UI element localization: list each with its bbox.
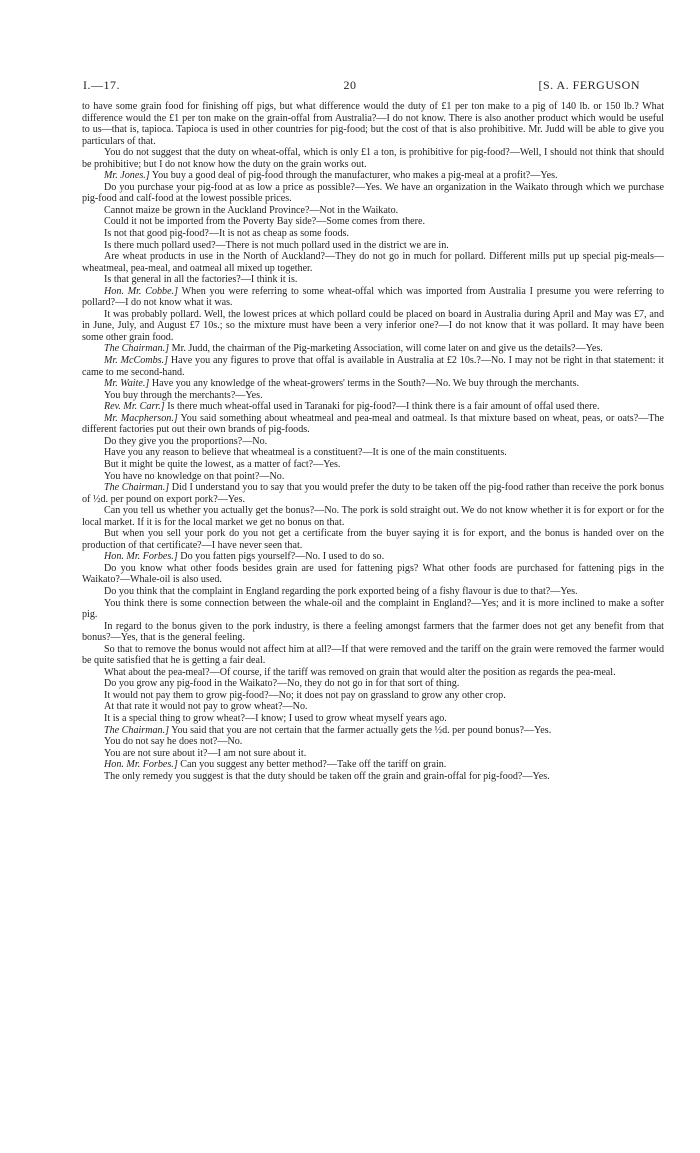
testimony-paragraph — [82, 390, 664, 402]
testimony-paragraph — [82, 401, 664, 413]
testimony-paragraph — [82, 216, 664, 228]
paragraph-text: Could it not be imported from the Poverty Bay side?—Some comes from there. — [104, 216, 425, 228]
paragraph-text: It is a special thing to grow wheat?—I know; I used to grow wheat myself years ago. — [104, 712, 447, 724]
speaker-label: Mr. Jones.] — [104, 170, 150, 182]
testimony-paragraph — [82, 736, 664, 748]
paragraph-text: Have you any figures to prove that offal is available in Australia at £2 10s.?—No. I may not be right in that statement: it came to me second-hand. — [82, 355, 664, 378]
testimony-paragraph — [82, 551, 664, 563]
paragraph-text: Do you purchase your pig-food at as low a price as possible?—Yes. We have an organization in the Waikato through which we purchase pig-food and calf-food at the lowest possible prices. — [82, 181, 664, 205]
paragraph-text: It would not pay them to grow pig-food?—No; it does not pay on grassland to grow any other crop. — [104, 689, 506, 701]
testimony-paragraph — [82, 436, 664, 448]
paragraph-text: But it might be quite the lowest, as a matter of fact?—Yes. — [104, 458, 341, 470]
testimony-paragraph — [82, 598, 664, 621]
speaker-label: Hon. Mr. Cobbe.] — [104, 285, 179, 297]
speaker-label: Hon. Mr. Forbes.] — [104, 551, 178, 563]
paragraph-text: Do they give you the proportions?—No. — [104, 435, 268, 447]
testimony-paragraph — [82, 771, 664, 783]
speaker-label: Hon. Mr. Forbes.] — [104, 759, 178, 771]
testimony-paragraph — [82, 667, 664, 679]
paragraph-text: Do you think that the complaint in England regarding the pork exported being of a fishy flavour is due to that?—Yes. — [104, 585, 578, 597]
testimony-paragraph — [82, 471, 664, 483]
testimony-paragraph — [82, 274, 664, 286]
paragraph-text: But when you sell your pork do you not get a certificate from the buyer saying it is for export, and the bonus is handed over on the production of that certificate?—I have never seen that. — [82, 528, 664, 551]
paragraph-text: The only remedy you suggest is that the duty should be taken off the grain and grain-offal for pig-food?—Yes. — [104, 770, 550, 782]
paragraph-text: Have you any knowledge of the wheat-growers' terms in the South?—No. We buy through the merchants. — [151, 378, 580, 390]
testimony-paragraph — [82, 678, 664, 690]
testimony-paragraph — [82, 563, 664, 586]
testimony-paragraph — [82, 713, 664, 725]
paragraph-text: Do you grow any pig-food in the Waikato?—No, they do not go in for that sort of thing. — [104, 678, 460, 690]
paragraph-text: Do you fatten pigs yourself?—No. I used to do so. — [180, 551, 385, 563]
testimony-paragraph — [82, 748, 664, 760]
testimony-paragraph — [82, 343, 664, 355]
speaker-label: The Chairman.] — [104, 482, 170, 494]
paragraph-text: What about the pea-meal?—Of course, if the tariff was removed on grain that would alter the position as regards the pea-meal. — [104, 666, 616, 678]
speaker-label: Rev. Mr. Carr.] — [104, 401, 165, 413]
paragraph-text: You think there is some connection between the whale-oil and the complaint in England?—Yes; and it is more inclined to make a softer pig. — [82, 597, 664, 621]
testimony-paragraph — [82, 482, 664, 505]
paper-reference: I.—17. — [83, 78, 120, 92]
testimony-paragraph — [82, 759, 664, 771]
testimony-paragraph — [82, 586, 664, 598]
paragraph-text: Is there much pollard used?—There is not much pollard used in the district we are in. — [104, 239, 449, 251]
testimony-paragraph — [82, 228, 664, 240]
page-number: 20 — [343, 78, 357, 92]
testimony-paragraph — [82, 182, 664, 205]
paragraph-text: to have some grain food for finishing off pigs, but what difference would the duty of £1 per ton make to a pig of 140 lb. or 150 lb.? What difference would the £1 per ton make on the grain-offal from Australia?—I do not know. There is also another product which would be useful to us—that is, tapioca. Tapioca is used in other countries for pig-food; but the cost of that is also prohibitive. Mr. Judd will be able to give you particulars of that. — [82, 101, 664, 147]
paragraph-text: Can you suggest any better method?—Take off the tariff on grain. — [180, 759, 447, 771]
paragraph-text: At that rate it would not pay to grow wheat?—No. — [104, 701, 308, 713]
speaker-label: The Chairman.] — [104, 343, 170, 355]
paragraph-text: You are not sure about it?—I am not sure about it. — [104, 747, 307, 759]
paragraph-text: Did I understand you to say that you would prefer the duty to be taken off the pig-food rather than receive the pork bonus of ½d. per pound on export pork?—Yes. — [82, 482, 664, 505]
testimony-paragraph — [82, 101, 664, 147]
testimony-paragraph — [82, 621, 664, 644]
testimony-paragraph — [82, 147, 664, 170]
paragraph-text: You have no knowledge on that point?—No. — [104, 470, 285, 482]
paragraph-text: Mr. Judd, the chairman of the Pig-marketing Association, will come later on and give us the details?—Yes. — [171, 343, 603, 355]
paragraph-text: You buy a good deal of pig-food through the manufacturer, who makes a pig-meal at a profit?—Yes. — [151, 170, 558, 182]
paragraph-text: In regard to the bonus given to the pork industry, is there a feeling amongst farmers that the farmer does not get any benefit from that bonus?—Yes, that is the general feeling. — [82, 620, 664, 644]
testimony-paragraph — [82, 725, 664, 737]
paragraph-text: You do not say he does not?—No. — [104, 736, 243, 748]
testimony-paragraph — [82, 459, 664, 471]
testimony-paragraph — [82, 240, 664, 252]
paragraph-text: Have you any reason to believe that wheatmeal is a constituent?—It is one of the main constituents. — [104, 447, 507, 459]
paragraph-text: Is there much wheat-offal used in Taranaki for pig-food?—I think there is a fair amount of offal used there. — [167, 401, 600, 413]
testimony-paragraph — [82, 413, 664, 436]
testimony-paragraph — [82, 447, 664, 459]
testimony-paragraph — [82, 644, 664, 667]
testimony-paragraph — [82, 251, 664, 274]
testimony-paragraph — [82, 286, 664, 309]
testimony-paragraph — [82, 690, 664, 702]
speaker-label: The Chairman.] — [104, 724, 170, 736]
testimony-paragraph — [82, 505, 664, 528]
paragraph-text: It was probably pollard. Well, the lowest prices at which pollard could be placed on board in Australia during April and May was £7, and in June, July, and August £7 10s.; so the mixture must have been a very inferior one?—I do not know that it was pollard. It may have been some other grain food. — [82, 308, 664, 343]
paragraph-text: Cannot maize be grown in the Auckland Province?—Not in the Waikato. — [104, 204, 399, 216]
testimony-paragraph — [82, 309, 664, 344]
testimony-paragraph — [82, 528, 664, 551]
speaker-label: Mr. Macpherson.] — [104, 412, 178, 424]
testimony-paragraph — [82, 205, 664, 217]
paragraph-text: Do you know what other foods besides grain are used for fattening pigs? What other foods are purchased for fattening pigs in the Waikato?—Whale-oil is also used. — [82, 562, 664, 586]
paragraph-text: You buy through the merchants?—Yes. — [104, 389, 263, 401]
testimony-paragraph — [82, 701, 664, 713]
paragraph-text: When you were referring to some wheat-offal which was imported from Australia I presume you were referring to pollard?—I do not know what it was. — [82, 285, 664, 309]
speaker-label: Mr. Waite.] — [104, 378, 150, 390]
paragraph-text: You said something about wheatmeal and pea-meal and oatmeal. Is that mixture based on wheat, peas, or oats?—The different factories put out their own brands of pig-foods. — [82, 412, 664, 436]
paragraph-text: Is not that good pig-food?—It is not as cheap as some foods. — [104, 228, 350, 240]
testimony-paragraph — [82, 170, 664, 182]
witness-name: [S. A. FERGUSON — [538, 78, 640, 92]
paragraph-text: You do not suggest that the duty on wheat-offal, which is only £1 a ton, is prohibitive for pig-food?—Well, I should not think that should be prohibitive; but I do not know how the duty on the grain works out. — [82, 147, 664, 170]
paragraph-text: You said that you are not certain that the farmer actually gets the ½d. per pound bonus?—Yes. — [171, 724, 552, 736]
speaker-label: Mr. McCombs.] — [104, 355, 168, 367]
paragraph-text: Can you tell us whether you actually get the bonus?—No. The pork is sold straight out. We do not know whether it is for export or for the local market. If it is for the local market we get no bonus on that. — [82, 505, 664, 528]
paragraph-text: So that to remove the bonus would not affect him at all?—If that were removed and the tariff on the grain were removed the farmer would be quite satisfied that he is getting a fair deal. — [82, 643, 664, 667]
evidence-text — [82, 101, 664, 782]
paragraph-text: Is that general in all the factories?—I think it is. — [104, 274, 298, 286]
paragraph-text: Are wheat products in use in the North of Auckland?—They do not go in much for pollard. Different mills put up special pig-meals—wheatmeal, pea-meal, and oatmeal all mixed up together. — [82, 251, 664, 274]
testimony-paragraph — [82, 355, 664, 378]
testimony-paragraph — [82, 378, 664, 390]
